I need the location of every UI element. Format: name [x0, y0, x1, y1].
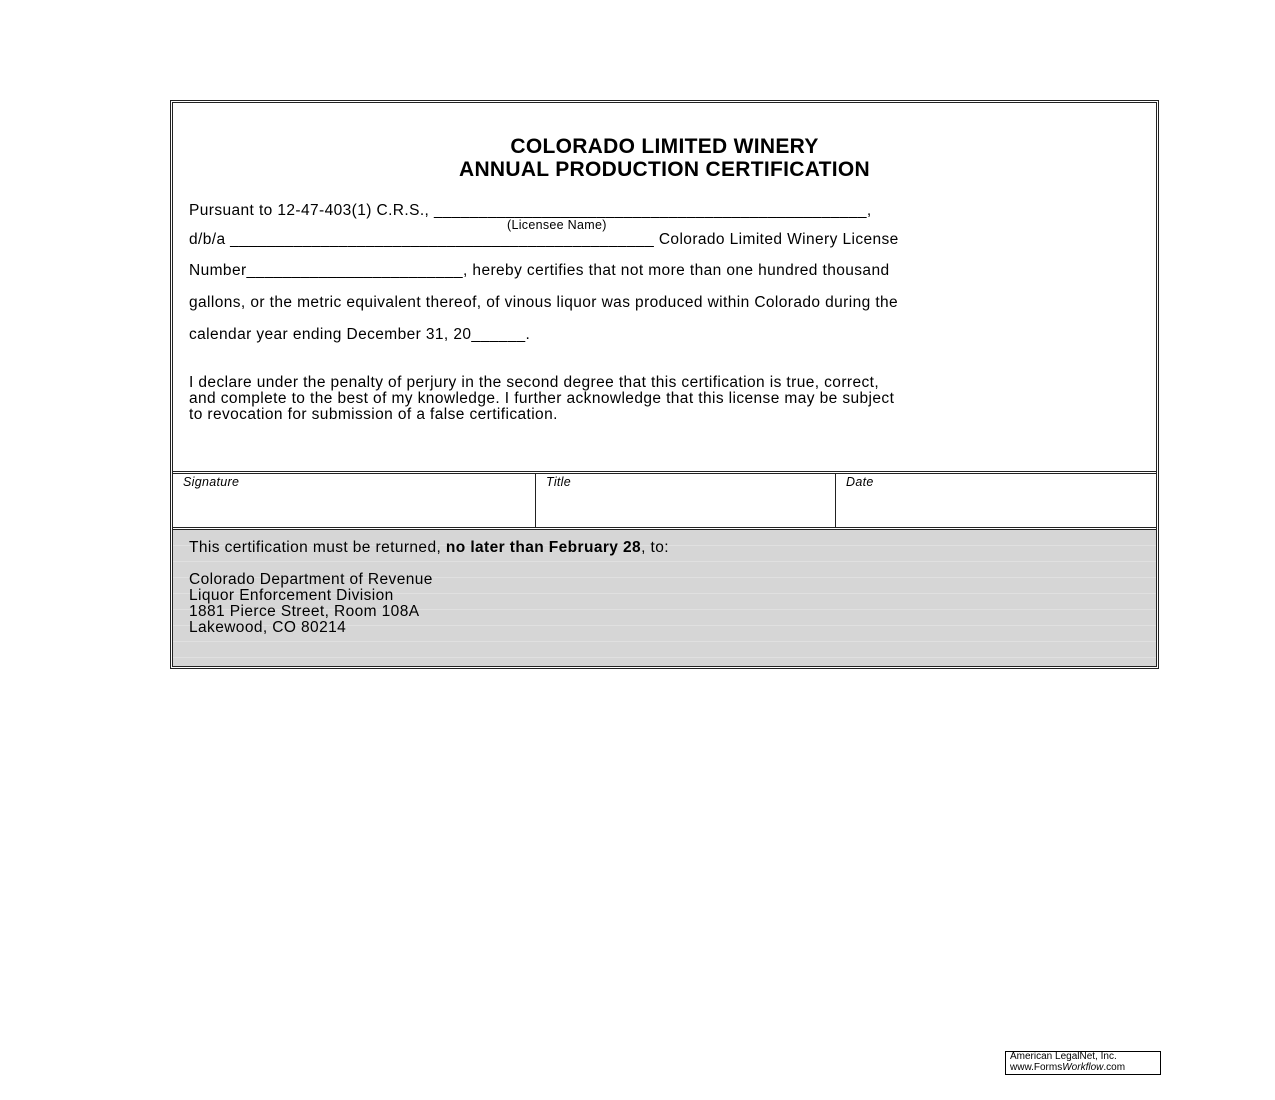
footer-url-part: Workflow — [1062, 1061, 1104, 1073]
certification-form — [170, 100, 1159, 669]
license-number-line[interactable]: Number________________________, hereby certifies that not more than one hundred thousand — [189, 262, 890, 279]
address-line: Lakewood, CO 80214 — [189, 619, 347, 636]
address-line: Colorado Department of Revenue — [189, 571, 433, 588]
title-field[interactable] — [536, 474, 836, 527]
date-field[interactable] — [836, 474, 1156, 527]
body-text-line: gallons, or the metric equivalent thereof, of vinous liquor was produced within Colorado during the — [189, 294, 899, 311]
form-title-line1: COLORADO LIMITED WINERY — [510, 135, 819, 158]
declaration-line: and complete to the best of my knowledge. I further acknowledge that this license may be subject — [189, 390, 895, 407]
return-text — [189, 539, 669, 557]
declaration-line: I declare under the penalty of perjury in the second degree that this certification is true, correct, — [189, 374, 880, 391]
footer-url-part: www.Forms — [1010, 1061, 1063, 1073]
publisher-footer — [1005, 1051, 1161, 1075]
return-suffix: , to: — [641, 539, 669, 556]
title-label: Title — [546, 475, 572, 489]
signature-row — [173, 474, 1156, 530]
date-label: Date — [846, 475, 874, 489]
form-title-line2: ANNUAL PRODUCTION CERTIFICATION — [458, 158, 870, 181]
address-line: 1881 Pierce Street, Room 108A — [189, 603, 420, 620]
dba-line[interactable]: d/b/a _______________________________________________ Colorado Limited Winery License — [189, 231, 899, 248]
address-line: Liquor Enforcement Division — [189, 587, 394, 604]
footer-company: American LegalNet, Inc. — [1010, 1051, 1117, 1062]
return-deadline: no later than February 28 — [445, 539, 642, 556]
certification-section — [173, 103, 1156, 474]
signature-label: Signature — [183, 475, 240, 489]
return-prefix: This certification must be returned, — [189, 539, 446, 556]
footer-url — [1010, 1063, 1160, 1074]
calendar-year-line[interactable]: calendar year ending December 31, 20______. — [189, 326, 531, 343]
return-instructions — [173, 530, 1156, 666]
declaration-line: to revocation for submission of a false certification. — [189, 406, 558, 423]
footer-url-part: .com — [1103, 1061, 1126, 1073]
licensee-name-caption: (Licensee Name) — [507, 218, 607, 232]
licensee-name-line[interactable]: Pursuant to 12-47-403(1) C.R.S., ________________________________________________, — [189, 202, 872, 219]
signature-field[interactable] — [173, 474, 536, 527]
